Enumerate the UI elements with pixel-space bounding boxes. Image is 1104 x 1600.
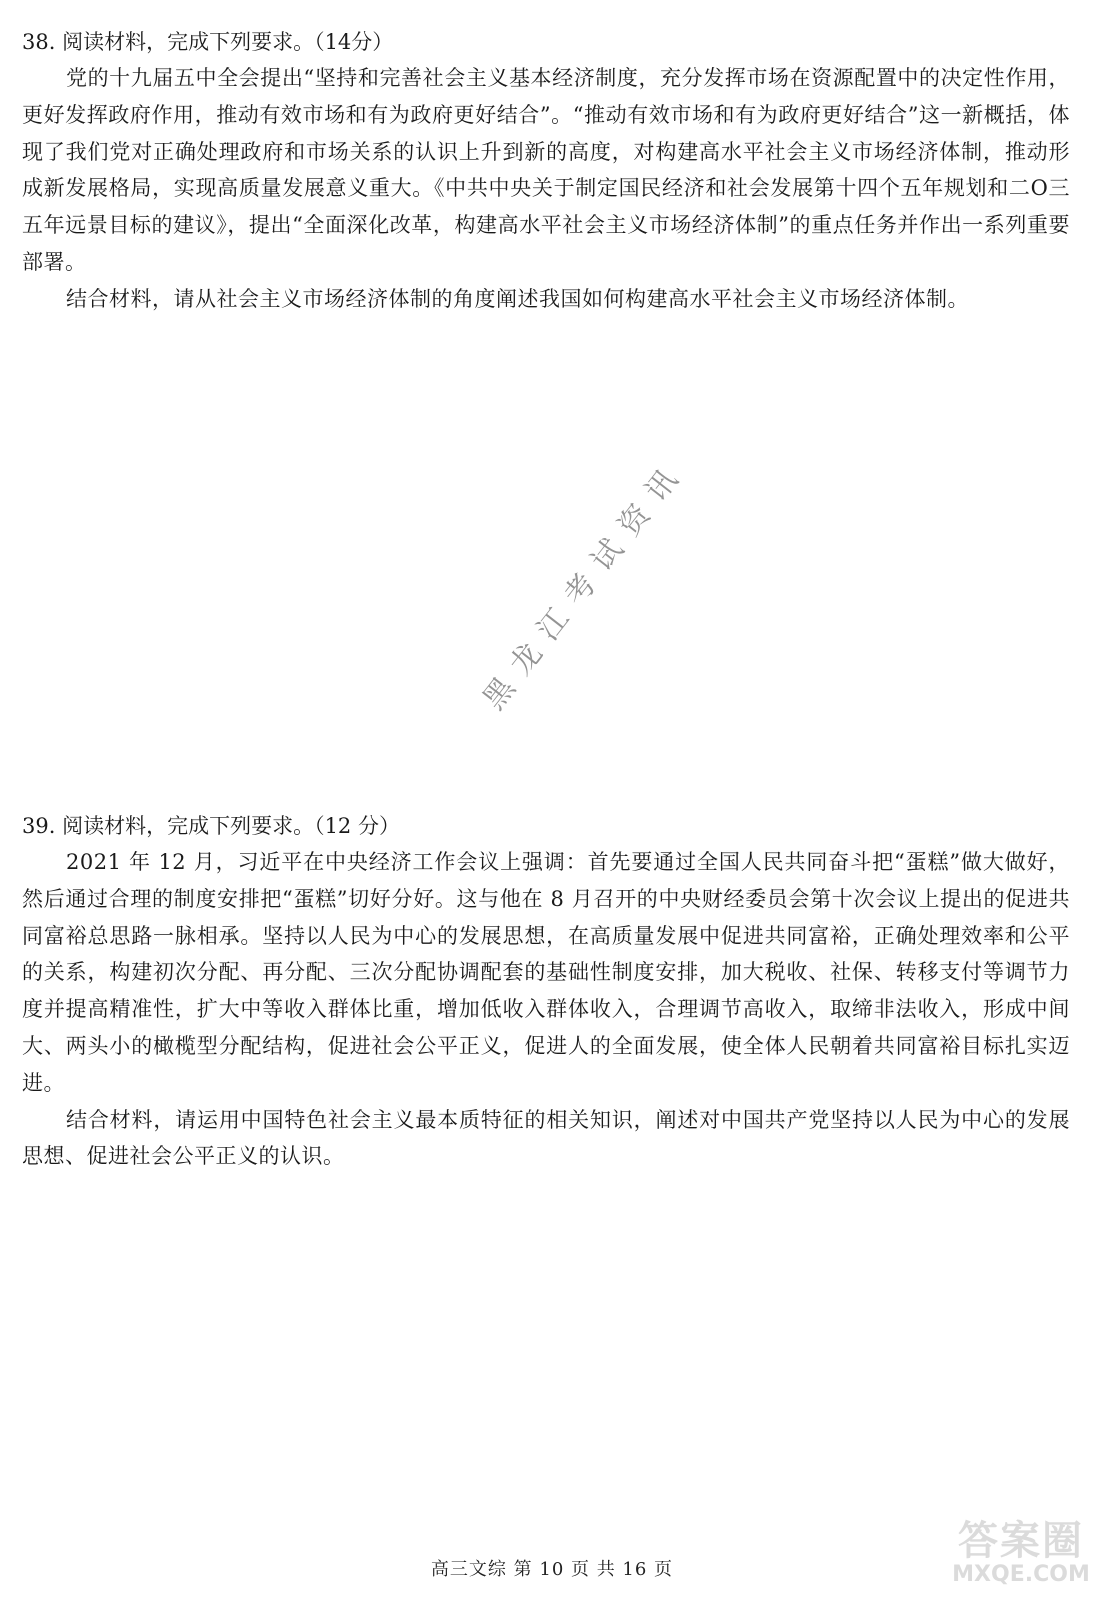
question-39-prompt: 结合材料，请运用中国特色社会主义最本质特征的相关知识，阐述对中国共产党坚持以人民为中心的发展思想、促进社会公平正义的认识。 [22, 1107, 1070, 1169]
question-39-header: 39. 阅读材料，完成下列要求。（12 分） [22, 814, 400, 838]
question-38-material: 党的十九届五中全会提出“坚持和完善社会主义基本经济制度，充分发挥市场在资源配置中的决定性作用，更好发挥政府作用，推动有效市场和有为政府更好结合”。“推动有效市场和有为政府更好结合”这一新概括，体现了我们党对正确处理政府和市场关系的认识上升到新的高度，对构建高水平社会主义市场经济体制，推动形成新发展格局，实现高质量发展意义重大。《中共中央关于制定国民经济和社会发展第十四个五年规划和二O三五年远景目标的建议》，提出“全面深化改革，构建高水平社会主义市场经济体制”的重点任务并作出一系列重要部署。 [22, 66, 1070, 274]
corner-logo [946, 1520, 1096, 1592]
question-38-prompt: 结合材料，请从社会主义市场经济体制的角度阐述我国如何构建高水平社会主义市场经济体制。 [66, 286, 969, 311]
page-footer: 高三文综 第 10 页 共 16 页 [430, 1559, 674, 1580]
corner-logo-site: MXQE.COM [952, 1562, 1090, 1587]
question-38 [22, 24, 1070, 318]
question-38-header: 38. 阅读材料，完成下列要求。（14分） [22, 30, 394, 54]
question-39-material: 2021 年 12 月，习近平在中央经济工作会议上强调：首先要通过全国人民共同奋斗把“蛋糕”做大做好，然后通过合理的制度安排把“蛋糕”切好分好。这与他在 8 月召开的中央财经委员会第十次会议上提出的促进共同富裕总思路一脉相承。坚持以人民为中心的发展思想，在高质量发展中促进共同富裕，正确处理效率和公平的关系，构建初次分配、再分配、三次分配协调配套的基础性制度安排，加大税收、社保、转移支付等调节力度并提高精准性，扩大中等收入群体比重，增加低收入群体收入，合理调节高收入，取缔非法收入，形成中间大、两头小的橄榄型分配结构，促进社会公平正义，促进人的全面发展，使全体人民朝着共同富裕目标扎实迈进。 [22, 850, 1070, 1095]
corner-logo-text: 答案圈 [958, 1518, 1084, 1564]
question-39 [22, 808, 1070, 1175]
watermark-text: 黑龙江考试资讯 [476, 452, 694, 717]
